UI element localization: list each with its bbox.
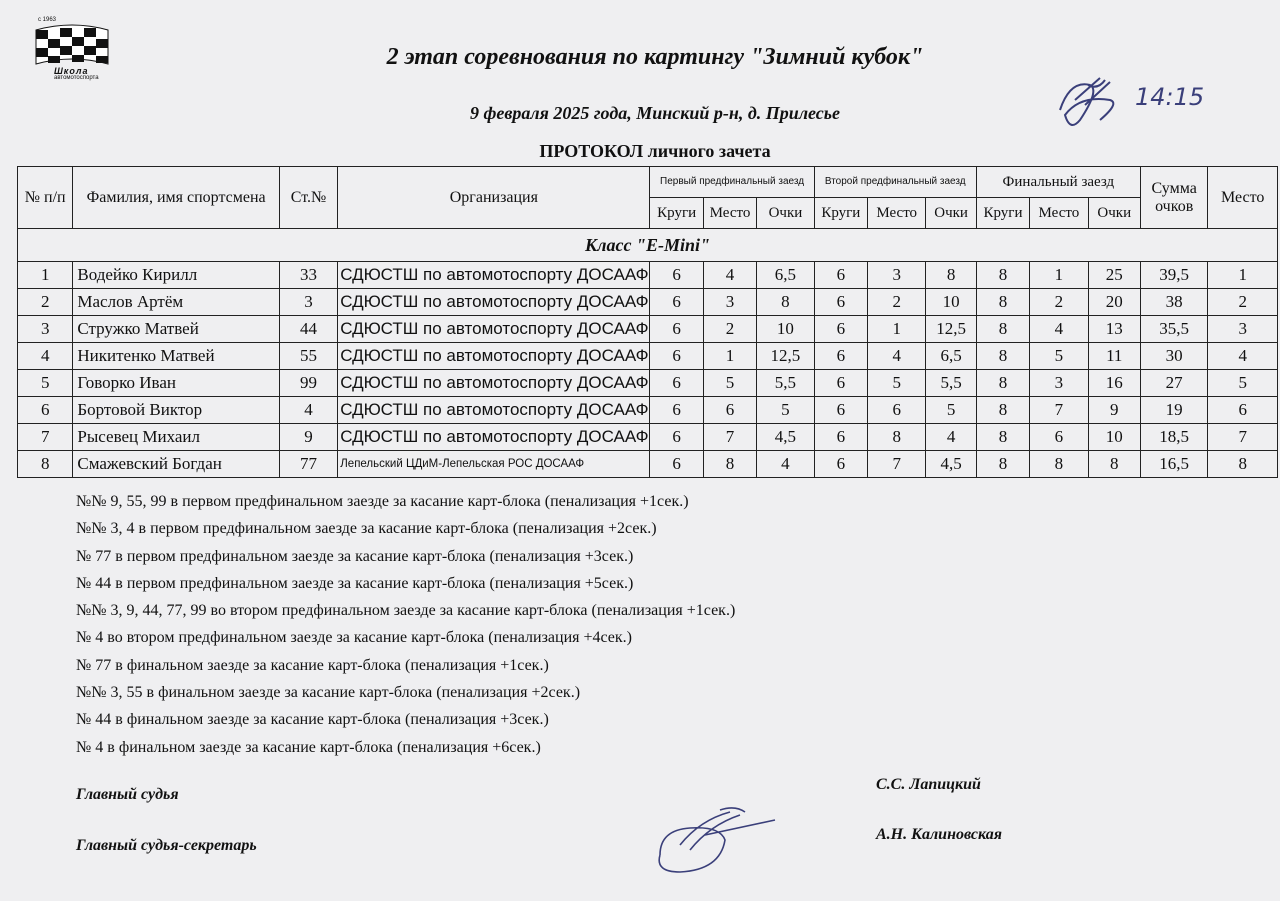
table-cell: 8 — [976, 397, 1029, 424]
table-cell: 8 — [757, 289, 814, 316]
header-race1: Первый предфинальный заезд — [650, 167, 814, 198]
table-row — [18, 289, 1278, 316]
table-cell: 7 — [1208, 424, 1278, 451]
table-cell: 8 — [976, 289, 1029, 316]
table-cell: 6 — [814, 343, 867, 370]
table-row — [18, 262, 1278, 289]
results-table — [17, 166, 1278, 478]
protocol-heading: ПРОТОКОЛ личного зачета — [539, 141, 771, 161]
header-num: № п/п — [18, 167, 73, 229]
table-cell: 4 — [703, 262, 756, 289]
table-cell: 12,5 — [926, 316, 976, 343]
table-cell: СДЮСТШ по автомотоспорту ДОСААФ — [338, 289, 650, 316]
table-cell: СДЮСТШ по автомотоспорту ДОСААФ — [338, 343, 650, 370]
secretary-label: Главный судья-секретарь — [76, 837, 257, 854]
table-cell: 7 — [703, 424, 756, 451]
table-cell: 8 — [976, 424, 1029, 451]
table-cell: Никитенко Матвей — [73, 343, 279, 370]
table-cell: 6 — [814, 370, 867, 397]
table-cell: 10 — [1088, 424, 1140, 451]
table-cell: 55 — [279, 343, 337, 370]
table-cell: 1 — [1030, 262, 1088, 289]
table-cell: 27 — [1140, 370, 1207, 397]
table-cell: 6 — [650, 424, 703, 451]
table-cell: 6 — [650, 370, 703, 397]
table-cell: 6 — [814, 316, 867, 343]
table-cell: 3 — [279, 289, 337, 316]
header-place: Место — [1208, 167, 1278, 229]
table-cell: 38 — [1140, 289, 1207, 316]
table-cell: 12,5 — [757, 343, 814, 370]
table-cell: 6 — [650, 451, 703, 478]
table-cell: 20 — [1088, 289, 1140, 316]
penalty-note: №№ 9, 55, 99 в первом предфинальном заезде за касание карт-блока (пенализация +1сек.) — [76, 493, 689, 510]
header-org: Организация — [338, 167, 650, 229]
logo-year: с 1963 — [38, 17, 57, 23]
table-cell: 5,5 — [757, 370, 814, 397]
table-cell: 10 — [757, 316, 814, 343]
header-laps: Круги — [650, 198, 703, 229]
table-cell: 6 — [1208, 397, 1278, 424]
table-cell: 5 — [703, 370, 756, 397]
header-sum: Сумма очков — [1140, 167, 1207, 229]
table-cell: 8 — [703, 451, 756, 478]
penalty-note: № 4 в финальном заезде за касание карт-блока (пенализация +6сек.) — [76, 738, 541, 756]
penalty-note: №№ 3, 4 в первом предфинальном заезде за касание карт-блока (пенализация +2сек.) — [76, 520, 657, 538]
table-cell: 8 — [976, 316, 1029, 343]
table-cell: 25 — [1088, 262, 1140, 289]
table-cell: 6 — [650, 343, 703, 370]
table-cell: 77 — [279, 451, 337, 478]
table-cell: 4 — [757, 451, 814, 478]
penalty-notes — [76, 488, 735, 761]
table-cell: 5 — [1030, 343, 1088, 370]
secretary-name: А.Н. Калиновская — [876, 826, 1002, 843]
penalty-note: №№ 3, 9, 44, 77, 99 во втором предфинальном заезде за касание карт-блока (пенализация +1сек.) — [76, 602, 736, 620]
table-cell: 6,5 — [926, 343, 976, 370]
table-cell: 4 — [926, 424, 976, 451]
penalty-note: №№ 3, 55 в финальном заезде за касание карт-блока (пенализация +2сек.) — [76, 684, 581, 702]
table-cell: 8 — [976, 262, 1029, 289]
table-cell: 8 — [976, 451, 1029, 478]
table-cell: 19 — [1140, 397, 1207, 424]
table-cell: 33 — [279, 262, 337, 289]
table-cell: 2 — [868, 289, 926, 316]
table-cell: СДЮСТШ по автомотоспорту ДОСААФ — [338, 262, 650, 289]
table-cell: 4,5 — [926, 451, 976, 478]
penalty-note: № 4 во втором предфинальном заезде за касание карт-блока (пенализация +4сек.) — [76, 629, 633, 647]
table-cell: 8 — [926, 262, 976, 289]
table-row — [18, 451, 1278, 478]
table-cell: 5 — [18, 370, 73, 397]
table-row — [18, 370, 1278, 397]
table-cell: 6 — [814, 289, 867, 316]
table-cell: Маслов Артём — [73, 289, 279, 316]
signature-bottom — [650, 800, 790, 880]
table-row — [18, 343, 1278, 370]
table-cell: 6 — [650, 289, 703, 316]
class-label: Класс "E-Mini" — [18, 229, 1278, 262]
table-cell: Смажевский Богдан — [73, 451, 279, 478]
table-cell: Бортовой Виктор — [73, 397, 279, 424]
table-cell: Лепельский ЦДиМ-Лепельская РОС ДОСААФ — [338, 451, 650, 478]
table-cell: 6 — [814, 262, 867, 289]
logo-tagline: автомотоспорта — [54, 75, 99, 81]
table-cell: 5 — [1208, 370, 1278, 397]
table-cell: 6 — [814, 451, 867, 478]
table-cell: 2 — [18, 289, 73, 316]
table-cell: 2 — [1030, 289, 1088, 316]
table-cell: Водейко Кирилл — [73, 262, 279, 289]
table-cell: 8 — [976, 370, 1029, 397]
table-cell: 9 — [1088, 397, 1140, 424]
table-cell: 8 — [18, 451, 73, 478]
header-laps: Круги — [814, 198, 867, 229]
table-cell: 6 — [650, 316, 703, 343]
table-cell: 8 — [976, 343, 1029, 370]
table-cell: 6 — [814, 424, 867, 451]
table-cell: 10 — [926, 289, 976, 316]
table-cell: 99 — [279, 370, 337, 397]
table-cell: СДЮСТШ по автомотоспорту ДОСААФ — [338, 370, 650, 397]
table-cell: СДЮСТШ по автомотоспорту ДОСААФ — [338, 424, 650, 451]
table-cell: Рысевец Михаил — [73, 424, 279, 451]
table-cell: 16,5 — [1140, 451, 1207, 478]
table-cell: 2 — [1208, 289, 1278, 316]
table-cell: Говорко Иван — [73, 370, 279, 397]
penalty-note: № 77 в финальном заезде за касание карт-блока (пенализация +1сек.) — [76, 656, 549, 674]
table-cell: 6 — [650, 262, 703, 289]
table-cell: 11 — [1088, 343, 1140, 370]
table-cell: 1 — [18, 262, 73, 289]
table-cell: 30 — [1140, 343, 1207, 370]
table-cell: 8 — [1088, 451, 1140, 478]
table-cell: Стружко Матвей — [73, 316, 279, 343]
table-cell: 4 — [868, 343, 926, 370]
header-pos: Место — [868, 198, 926, 229]
table-cell: 8 — [1030, 451, 1088, 478]
table-cell: 4 — [18, 343, 73, 370]
table-cell: 6 — [18, 397, 73, 424]
penalty-note: № 77 в первом предфинальном заезде за касание карт-блока (пенализация +3сек.) — [76, 547, 634, 565]
chief-judge-label: Главный судья — [76, 786, 179, 803]
table-cell: 8 — [868, 424, 926, 451]
table-cell: 2 — [703, 316, 756, 343]
table-row — [18, 316, 1278, 343]
table-cell: 3 — [868, 262, 926, 289]
table-cell: 1 — [868, 316, 926, 343]
table-cell: 6,5 — [757, 262, 814, 289]
table-cell: СДЮСТШ по автомотоспорту ДОСААФ — [338, 316, 650, 343]
table-cell: 6 — [868, 397, 926, 424]
header-start-no: Ст.№ — [279, 167, 337, 229]
table-cell: 1 — [1208, 262, 1278, 289]
penalty-note: № 44 в финальном заезде за касание карт-блока (пенализация +3сек.) — [76, 711, 549, 729]
table-cell: 7 — [1030, 397, 1088, 424]
table-cell: 3 — [18, 316, 73, 343]
table-cell: 5 — [868, 370, 926, 397]
table-cell: 4 — [279, 397, 337, 424]
header-pos: Место — [1030, 198, 1088, 229]
table-cell: 8 — [1208, 451, 1278, 478]
table-cell: 3 — [1208, 316, 1278, 343]
header-points: Очки — [757, 198, 814, 229]
header-pos: Место — [703, 198, 756, 229]
table-cell: СДЮСТШ по автомотоспорту ДОСААФ — [338, 397, 650, 424]
table-cell: 7 — [868, 451, 926, 478]
table-cell: 5 — [757, 397, 814, 424]
document-title: 2 этап соревнования по картингу "Зимний кубок" — [386, 44, 924, 70]
table-cell: 35,5 — [1140, 316, 1207, 343]
table-cell: 3 — [703, 289, 756, 316]
header-race2: Второй предфинальный заезд — [814, 167, 976, 198]
table-cell: 44 — [279, 316, 337, 343]
table-cell: 9 — [279, 424, 337, 451]
table-cell: 1 — [703, 343, 756, 370]
table-cell: 3 — [1030, 370, 1088, 397]
signature-time: 14:15 — [1135, 83, 1205, 111]
header-points: Очки — [1088, 198, 1140, 229]
header-points: Очки — [926, 198, 976, 229]
table-cell: 4,5 — [757, 424, 814, 451]
table-cell: 6 — [814, 397, 867, 424]
table-cell: 13 — [1088, 316, 1140, 343]
penalty-note: № 44 в первом предфинальном заезде за касание карт-блока (пенализация +5сек.) — [76, 574, 634, 592]
table-cell: 7 — [18, 424, 73, 451]
table-cell: 18,5 — [1140, 424, 1207, 451]
table-cell: 39,5 — [1140, 262, 1207, 289]
chief-judge-name: С.С. Лапицкий — [876, 776, 981, 793]
event-date-location: 9 февраля 2025 года, Минский р-н, д. Прилесье — [469, 103, 841, 123]
table-cell: 4 — [1208, 343, 1278, 370]
table-cell: 16 — [1088, 370, 1140, 397]
table-cell: 5,5 — [926, 370, 976, 397]
header-final: Финальный заезд — [976, 167, 1140, 198]
table-cell: 5 — [926, 397, 976, 424]
table-row — [18, 397, 1278, 424]
table-cell: 6 — [650, 397, 703, 424]
table-cell: 6 — [1030, 424, 1088, 451]
table-cell: 6 — [703, 397, 756, 424]
header-name: Фамилия, имя спортсмена — [73, 167, 279, 229]
logo-name: Школа — [54, 66, 89, 76]
header-laps: Круги — [976, 198, 1029, 229]
table-cell: 4 — [1030, 316, 1088, 343]
table-row — [18, 424, 1278, 451]
